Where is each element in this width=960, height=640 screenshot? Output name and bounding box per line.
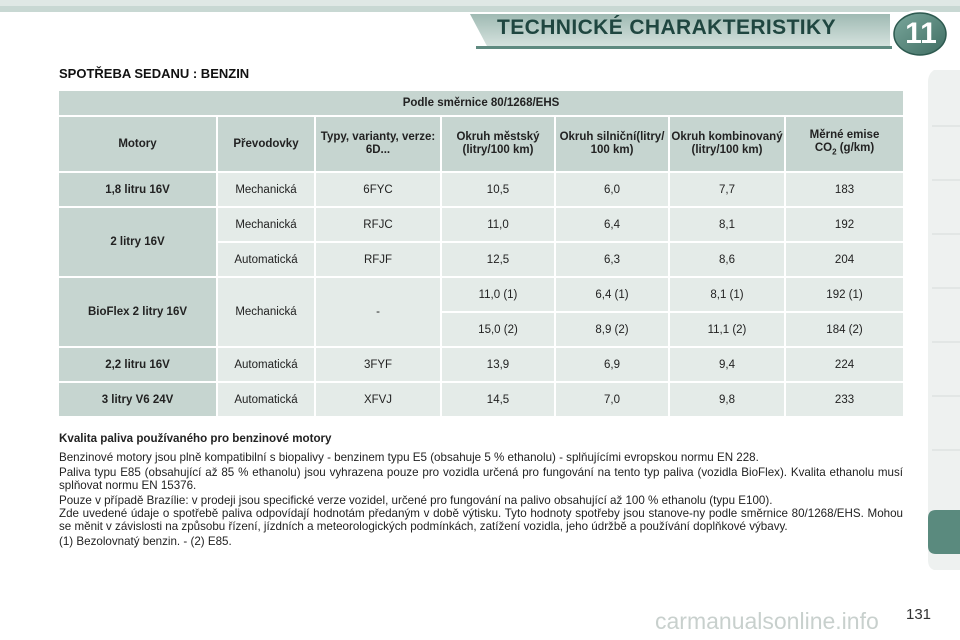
gearbox-cell: Automatická xyxy=(218,383,314,416)
table-row xyxy=(59,348,903,381)
column-header-urban: Okruh městský (litry/100 km) xyxy=(442,117,554,171)
column-header-combined: Okruh kombinovaný (litry/100 km) xyxy=(670,117,784,171)
co2-unit: (g/km) xyxy=(836,142,875,155)
extra-urban-cell: 7,0 xyxy=(556,383,668,416)
co2-cell: 184 (2) xyxy=(786,313,903,346)
extra-urban-cell: 6,3 xyxy=(556,243,668,276)
footnote: (1) Bezolovnatý benzin. - (2) E85. xyxy=(59,535,232,549)
type-cell: XFVJ xyxy=(316,383,440,416)
co2-cell: 204 xyxy=(786,243,903,276)
page-header-title: TECHNICKÉ CHARAKTERISTIKY xyxy=(497,16,837,39)
extra-urban-cell: 6,0 xyxy=(556,173,668,206)
watermark-text: carmanualsonline.info xyxy=(655,608,879,634)
notes-paragraph: Pouze v případě Brazílie: v prodeji jsou specifické verze vozidel, určené pro fungování na palivo obsahující až 100 % ethanolu (typu E100). xyxy=(59,494,773,508)
urban-cell: 12,5 xyxy=(442,243,554,276)
extra-urban-cell: 8,9 (2) xyxy=(556,313,668,346)
column-header-gearbox: Převodovky xyxy=(218,117,314,171)
urban-cell: 11,0 xyxy=(442,208,554,241)
combined-cell: 8,1 (1) xyxy=(670,278,784,311)
column-header-co2 xyxy=(786,117,903,171)
engine-cell: 1,8 litru 16V xyxy=(59,173,216,206)
co2-cell: 192 xyxy=(786,208,903,241)
co2-cell: 233 xyxy=(786,383,903,416)
notes-paragraph: Benzinové motory jsou plně kompatibilní s biopalivy - benzinem typu E5 (obsahuje 5 % ethanolu) - splňujícími evropskou normu EN 228. xyxy=(59,450,759,464)
chapter-number-badge: 11 xyxy=(905,17,937,50)
co2-label: Měrné emise xyxy=(809,129,880,142)
type-cell: - xyxy=(316,278,440,346)
engine-cell: 3 litry V6 24V xyxy=(59,383,216,416)
gearbox-cell: Automatická xyxy=(218,348,314,381)
combined-cell: 9,8 xyxy=(670,383,784,416)
urban-cell: 11,0 (1) xyxy=(442,278,554,311)
gearbox-cell: Mechanická xyxy=(218,208,314,241)
combined-cell: 7,7 xyxy=(670,173,784,206)
section-title: SPOTŘEBA SEDANU : BENZIN xyxy=(59,66,250,81)
urban-cell: 13,9 xyxy=(442,348,554,381)
table-row xyxy=(59,278,903,311)
extra-urban-cell: 6,4 xyxy=(556,208,668,241)
gearbox-cell: Mechanická xyxy=(218,173,314,206)
column-header-types: Typy, varianty, verze: 6D... xyxy=(316,117,440,171)
page-number: 131 xyxy=(906,606,932,623)
gearbox-cell: Automatická xyxy=(218,243,314,276)
table-row xyxy=(59,208,903,241)
engine-cell: BioFlex 2 litry 16V xyxy=(59,278,216,346)
notes-paragraph: Paliva typu E85 (obsahující až 85 % ethanolu) jsou vyhrazena pouze pro vozidla určená pro fungování na tento typ paliva (vozidla BioFlex). Kvalita ethanolu musí splňovat normu EN 15376. xyxy=(59,466,903,492)
consumption-table xyxy=(57,89,905,418)
extra-urban-cell: 6,4 (1) xyxy=(556,278,668,311)
engine-cell: 2,2 litru 16V xyxy=(59,348,216,381)
extra-urban-cell: 6,9 xyxy=(556,348,668,381)
type-cell: 6FYC xyxy=(316,173,440,206)
combined-cell: 9,4 xyxy=(670,348,784,381)
urban-cell: 15,0 (2) xyxy=(442,313,554,346)
type-cell: 3FYF xyxy=(316,348,440,381)
engine-cell: 2 litry 16V xyxy=(59,208,216,276)
co2-cell: 183 xyxy=(786,173,903,206)
combined-cell: 8,1 xyxy=(670,208,784,241)
table-row xyxy=(59,173,903,206)
urban-cell: 10,5 xyxy=(442,173,554,206)
column-header-engines: Motory xyxy=(59,117,216,171)
co2-cell: 224 xyxy=(786,348,903,381)
notes-paragraph: Zde uvedené údaje o spotřebě paliva odpovídají hodnotám předaným v době výtisku. Tyto hodnoty spotřeby jsou stanove-ny podle směrnice 80/1268/EHS. Mohou se měnit v závislosti na způsobu řízení, jízdních a meteorologických podmínkách, zatížení vozidla, jeho údržbě a používání doplňkové výbavy. xyxy=(59,506,903,533)
urban-cell: 14,5 xyxy=(442,383,554,416)
combined-cell: 11,1 (2) xyxy=(670,313,784,346)
co2-unit-base: CO xyxy=(814,142,833,155)
table-row xyxy=(59,383,903,416)
side-chapter-tabs xyxy=(926,70,960,570)
directive-header: Podle směrnice 80/1268/EHS xyxy=(59,91,903,115)
gearbox-cell: Mechanická xyxy=(218,278,314,346)
column-header-extra-urban: Okruh silniční(litry/ 100 km) xyxy=(556,117,668,171)
type-cell: RFJC xyxy=(316,208,440,241)
type-cell: RFJF xyxy=(316,243,440,276)
co2-subscript: 2 xyxy=(832,147,837,157)
combined-cell: 8,6 xyxy=(670,243,784,276)
co2-cell: 192 (1) xyxy=(786,278,903,311)
notes-heading: Kvalita paliva používaného pro benzinové motory xyxy=(59,432,332,445)
fuel-quality-notes xyxy=(59,433,903,549)
